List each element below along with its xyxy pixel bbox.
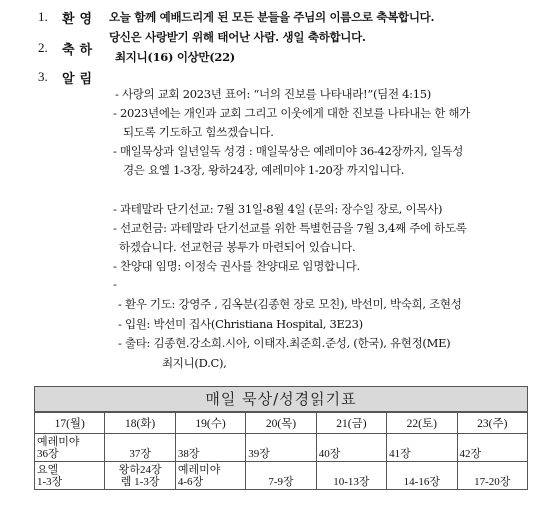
reading-schedule-table — [34, 412, 528, 490]
bible-reading-cell: 10-13장 — [316, 462, 386, 490]
daily-reading-notice-2: 경은 요엘 1-3장, 왕하24장, 예레미야 1-20장 까지입니다. — [123, 163, 405, 177]
welcome-text: 오늘 함께 예배드리게 된 모든 분들을 주님의 이름으로 축복합니다. — [109, 10, 435, 24]
meditation-cell: 39장 — [246, 434, 316, 462]
bible-reading-cell: 예레미야 4-6장 — [175, 462, 245, 490]
section-number-welcome: 1. — [38, 9, 48, 24]
day-header: 19(수) — [175, 413, 245, 434]
bible-reading-cell: 17-20장 — [457, 462, 527, 490]
meditation-cell: 37장 — [105, 434, 175, 462]
daily-reading-notice-1: - 매일묵상과 일년일독 성경 : 매일묵상은 예레미야 36-42장까지, 일독성 — [113, 144, 464, 158]
motto-description-1: - 2023년에는 개인과 교회 그리고 이웃에게 대한 진보를 나타내는 한 해가 — [113, 106, 471, 120]
schedule-header-row — [35, 413, 528, 434]
motto-description-2: 되도록 기도하고 힘쓰겠습니다. — [123, 125, 274, 139]
section-heading-announcements: 알림 — [62, 72, 98, 87]
section-heading-celebration: 축하 — [62, 43, 98, 58]
meditation-cell: 40장 — [316, 434, 386, 462]
mission-offering-2: 하겠습니다. 선교헌금 봉투가 마련되어 있습니다. — [119, 240, 356, 254]
meditation-cell: 38장 — [175, 434, 245, 462]
choir-appointment: - 찬양대 임명: 이정숙 권사를 찬양대로 임명합니다. — [113, 259, 360, 273]
reading-schedule-title: 매일 묵상/성경읽기표 — [34, 386, 528, 412]
travel-notice-1: - 출타: 김종현.강소희.시아, 이태자.최준희.준성, (한국), 유현정(ME) — [118, 336, 451, 350]
blank-dash: - — [113, 277, 117, 291]
mission-offering-1: - 선교헌금: 과테말라 단기선교를 위한 특별헌금을 7월 3,4째 주에 하도록 — [113, 221, 467, 235]
bible-reading-row — [35, 462, 528, 490]
bible-reading-cell: 왕하24장 렘 1-3장 — [105, 462, 175, 490]
meditation-cell: 41장 — [387, 434, 457, 462]
day-header: 22(토) — [387, 413, 457, 434]
day-header: 18(화) — [105, 413, 175, 434]
birthday-text: 당신은 사랑받기 위해 태어난 사람. 생일 축하합니다. — [109, 30, 366, 44]
section-heading-welcome: 환영 — [62, 12, 98, 27]
prayer-request: - 환우 기도: 강영주 , 김옥분(김종현 장로 모친), 박선미, 박숙희, 조현성 — [118, 297, 462, 311]
day-header: 23(주) — [457, 413, 527, 434]
hospitalization-notice: - 입원: 박선미 집사(Christiana Hospital, 3E23) — [118, 317, 363, 331]
bible-reading-cell: 요엘 1-3장 — [35, 462, 105, 490]
bible-reading-cell: 14-16장 — [387, 462, 457, 490]
meditation-row — [35, 434, 528, 462]
reading-schedule — [34, 386, 528, 514]
bible-reading-cell: 7-9장 — [246, 462, 316, 490]
day-header: 17(월) — [35, 413, 105, 434]
day-header: 21(금) — [316, 413, 386, 434]
church-motto: - 사랑의 교회 2023년 표어: “너의 진보를 나타내라!”(딤전 4:15) — [115, 87, 431, 101]
section-number-celebration: 2. — [38, 40, 48, 55]
birthday-names: 최지니(16) 이상만(22) — [115, 50, 235, 64]
section-number-announcements: 3. — [38, 69, 48, 84]
day-header: 20(목) — [246, 413, 316, 434]
travel-notice-2: 최지니(D.C), — [162, 356, 227, 370]
mission-trip-notice: - 과테말라 단기선교: 7월 31일-8월 4일 (문의: 장수일 장로, 이목사) — [113, 202, 443, 216]
meditation-cell: 42장 — [457, 434, 527, 462]
meditation-cell: 예레미야 36장 — [35, 434, 105, 462]
